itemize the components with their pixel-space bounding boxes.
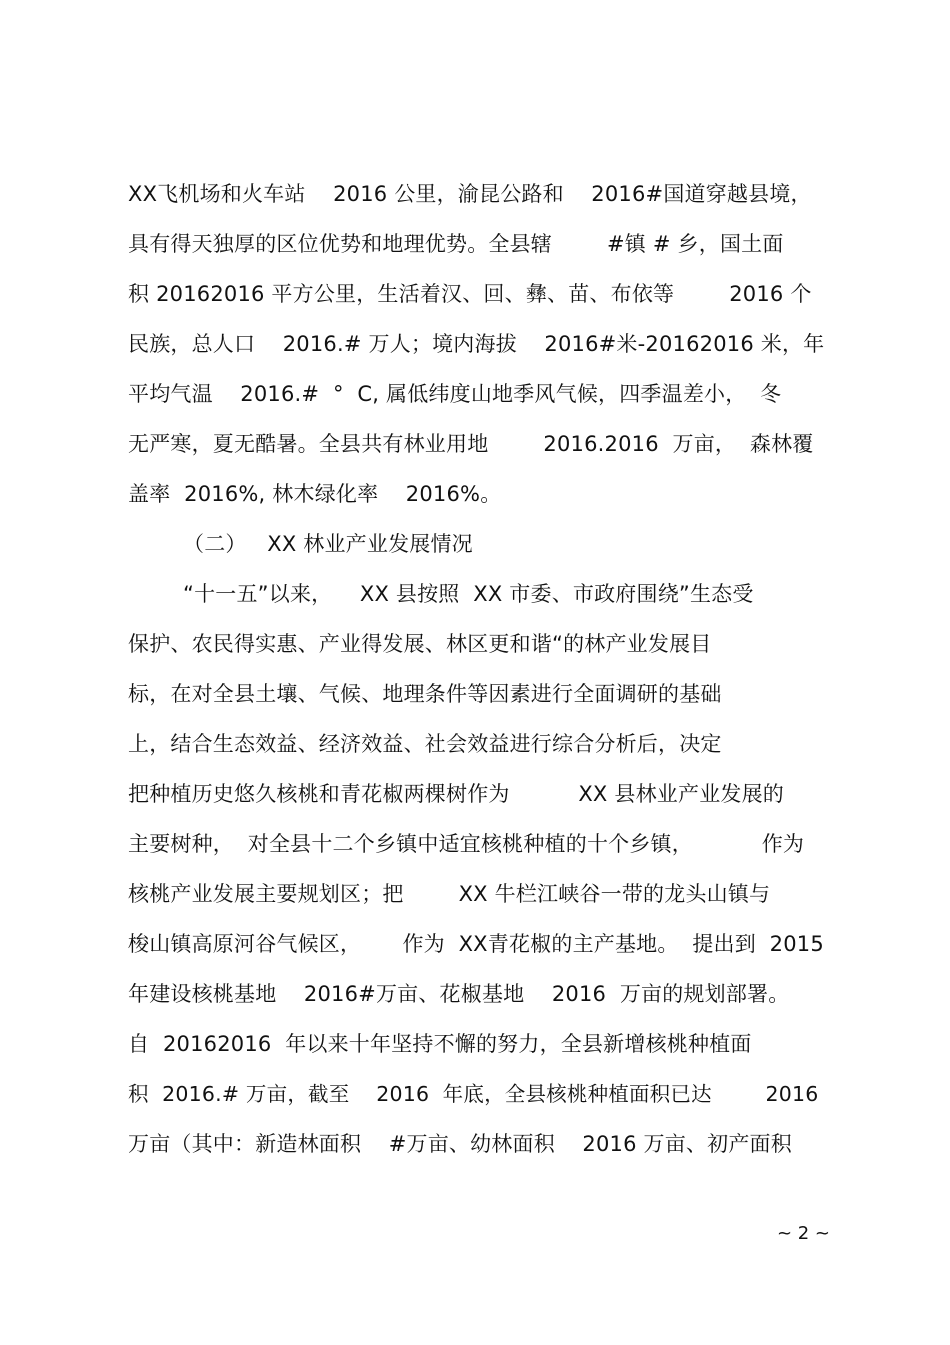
text-line: 年建设核桃基地 2016#万亩、花椒基地 2016 万亩的规划部署。 [128, 982, 790, 1006]
page-number: ~ 2 ~ [776, 1223, 830, 1244]
text-line: 保护、农民得实惠、产业得发展、林区更和谐“的林产业发展目 [128, 632, 712, 656]
text-line: 民族，总人口 2016.# 万人；境内海拔 2016#米-20162016 米，年 [128, 332, 825, 356]
section-heading: （二） XX 林业产业发展情况 [128, 532, 473, 556]
text-line: 把种植历史悠久核桃和青花椒两棵树作为 XX 县林业产业发展的 [128, 782, 784, 806]
text-line: XX飞机场和火车站 2016 公里，渝昆公路和 2016#国道穿越县境， [128, 182, 812, 206]
text-line: 平均气温 2016.# ° C, 属低纬度山地季风气候，四季温差小， 冬 [128, 382, 782, 406]
text-line: 积 20162016 平方公里，生活着汉、回、彝、苗、布依等 2016 个 [128, 282, 812, 306]
text-line: 上，结合生态效益、经济效益、社会效益进行综合分析后，决定 [128, 732, 722, 756]
text-line: 盖率 2016%, 林木绿化率 2016%。 [128, 482, 502, 506]
text-line: “十一五”以来， XX 县按照 XX 市委、市政府围绕”生态受 [128, 582, 754, 606]
text-line: 万亩（其中：新造林面积 #万亩、幼林面积 2016 万亩、初产面积 [128, 1132, 792, 1156]
text-line: 自 20162016 年以来十年坚持不懈的努力，全县新增核桃种植面 [128, 1032, 752, 1056]
text-line: 梭山镇高原河谷气候区， 作为 XX青花椒的主产基地。 提出到 2015 [128, 932, 824, 956]
text-line: 标，在对全县土壤、气候、地理条件等因素进行全面调研的基础 [128, 682, 722, 706]
text-line: 核桃产业发展主要规划区；把 XX 牛栏江峡谷一带的龙头山镇与 [128, 882, 771, 906]
text-line: 主要树种， 对全县十二个乡镇中适宜核桃种植的十个乡镇， 作为 [128, 832, 805, 856]
text-line: 具有得天独厚的区位优势和地理优势。全县辖 #镇 # 乡，国土面 [128, 232, 784, 256]
text-line: 无严寒，夏无酷暑。全县共有林业用地 2016.2016 万亩， 森林覆 [128, 432, 814, 456]
text-line: 积 2016.# 万亩，截至 2016 年底，全县核桃种植面积已达 2016 [128, 1082, 819, 1106]
